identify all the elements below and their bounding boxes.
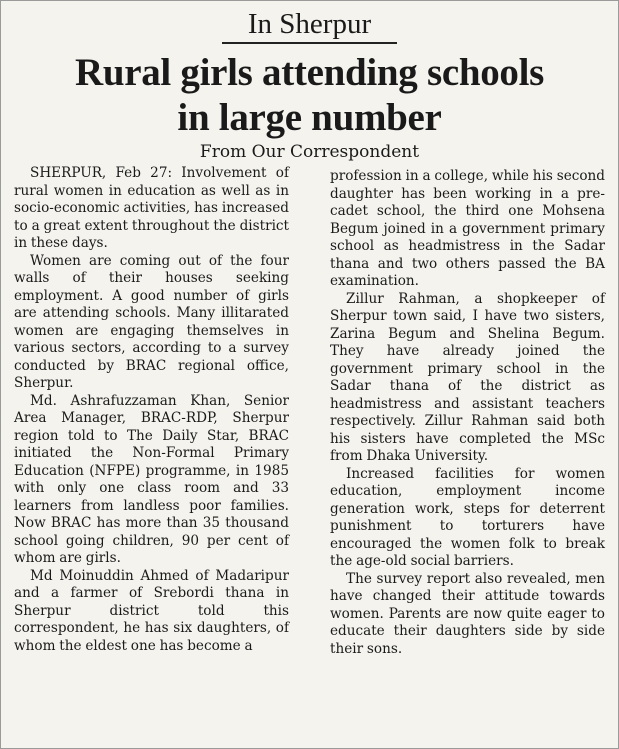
section-kicker: In Sherpur [222,8,397,44]
byline: From Our Correspondent [199,142,420,162]
paragraph: The survey report also revealed, men have changed their attitude towards women. Parents are now quite eager to educate their daughters side by side their sons. [330,570,605,657]
paragraph: SHERPUR, Feb 27: Involvement of rural women in education as well as in socio-economic activities, has increased to a great extent throughout the district in these days. [14,165,289,251]
headline-line-2: in large number [177,96,442,139]
left-column [14,165,289,655]
paragraph: Increased facilities for women education, employment income generation work, steps for deterrent punishment to torturers have encouraged the women folk to break the age-old social barriers. [330,465,605,569]
paragraph: Md Moinuddin Ahmed of Madaripur and a farmer of Srebordi thana in Sherpur district told this correspondent, he has six daughters, of whom the eldest one has become a [14,567,289,654]
paragraph: Zillur Rahman, a shopkeeper of Sherpur town said, I have two sisters, Zarina Begum and Shelina Begum. They have already joined the government primary school in the Sadar thana of the district as headmistress and assistant teachers respectively. Zillur Rahman said both his sisters have completed the MSc from Dhaka University. [330,290,605,464]
headline-line-1: Rural girls attending schools [74,51,545,94]
headline [0,50,619,140]
section-kicker-wrap [0,8,619,44]
paragraph: Md. Ashrafuzzaman Khan, Senior Area Manager, BRAC-RDP, Sherpur region told to The Daily Star, BRAC initiated the Non-Formal Primary Education (NFPE) programme, in 1985 with only one class room and 33 learners from landless poor families. Now BRAC has more than 35 thousand school going children, 90 per cent of whom are girls. [14,392,289,566]
right-column [330,168,605,658]
paragraph-continued: profession in a college, while his second daughter has been working in a pre-cadet school, the third one Mohsena Begum joined in a government primary school as headmistress in the Sadar thana and two others passed the BA examination. [330,168,605,289]
paragraph: Women are coming out of the four walls of their houses seeking employment. A good number of girls are attending schools. Many illitarated women are engaging themselves in various sectors, according to a survey conducted by BRAC regional office, Sherpur. [14,252,289,391]
